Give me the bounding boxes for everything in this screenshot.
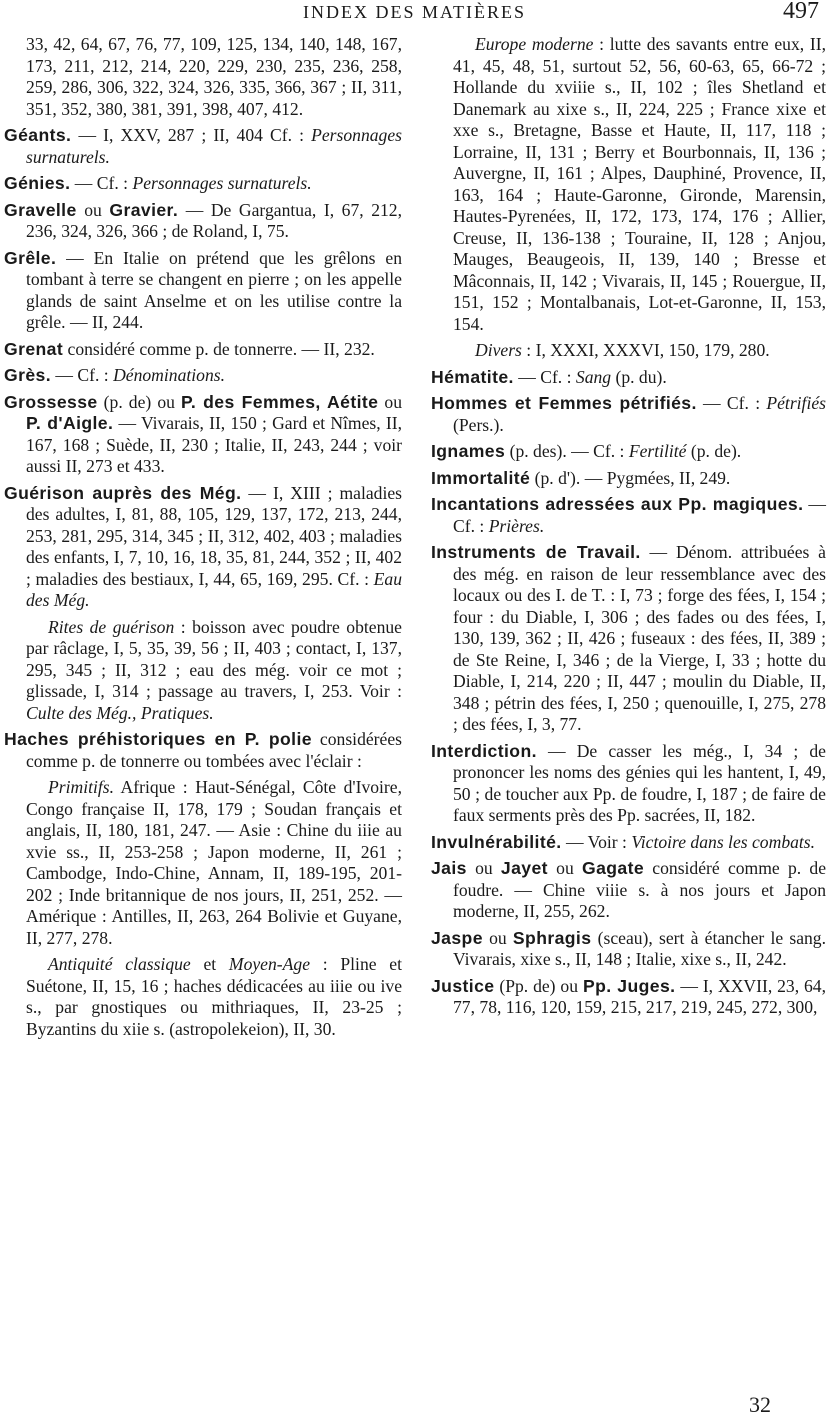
index-entry: Incantations adressées aux Pp. magiques. — Cf. : Prières. [431, 494, 826, 536]
index-entry: Jais ou Jayet ou Gagate considéré comme p. de foudre. — Chine viiie s. à nos jours et Japon moderne, II, 255, 262. [431, 858, 827, 921]
headword: Grenat [4, 338, 64, 359]
right-column [431, 34, 826, 1024]
page-number: 497 [783, 0, 819, 24]
index-entry: Jaspe ou Sphragis (sceau), sert à étancher le sang. Vivarais, xixe s., II, 148 ; Italie, xixe s., II, 242. [431, 927, 827, 969]
headword: Jaspe [431, 927, 483, 948]
index-entry: Grenat considéré comme p. de tonnerre. — II, 232. [4, 338, 375, 359]
index-entry: Génies. — Cf. : Personnages surnaturels. [4, 173, 312, 193]
headword: Grès. [4, 365, 51, 385]
index-entry: Grès. — Cf. : Dénominations. [4, 365, 225, 385]
headword: Instruments de Travail. [431, 542, 641, 562]
index-entry: Justice (Pp. de) ou Pp. Juges. — I, XXVII, 23, 64, 77, 78, 116, 120, 159, 215, 217, 219, 245, 272, 300, [431, 975, 826, 1017]
index-subentry: Europe moderne : lutte des savants entre eux, II, 41, 45, 48, 51, surtout 52, 56, 60-63, 65, 66-72 ; Hollande du xviiie s., II, 102 ; îles Shetland et Danemark au xixe s., II, 224, 225 ; France xixe et xxe s., Bretagne, Basse et Haute, II, 117, 118 ; Lorraine, II, 131 ; Berry et Bourbonnais, II, 136 ; Auvergne, II, 161 ; Alpes, Dauphiné, Provence, II, 163, 164 ; Haute-Garonne, Gironde, Marensin, Hautes-Pyrenées, II, 172, 173, 174, 176 ; Allier, Creuse, II, 136-138 ; Touraine, II, 128 ; Anjou, Mauges, Beaugeois, II, 139, 140 ; Bresse et Mâconnais, II, 142 ; Vivarais, II, 145 ; Rouergue, II, 151, 152 ; Montalbanais, Lot-et-Garonne, II, 153, 154. [453, 34, 826, 334]
headword: Géants. [4, 125, 72, 145]
headword: Interdiction. [431, 740, 537, 761]
index-entry: Haches préhistoriques en P. polie considérées comme p. de tonnerre ou tombées avec l'éclair : [4, 729, 402, 771]
headword: Invulnérabilité. [431, 831, 562, 852]
index-entry: Interdiction. — De casser les még., I, 34 ; de prononcer les noms des génies qui les hantent, I, 49, 50 ; de toucher aux Pp. de foudre, I, 187 ; de faire de faux serments près des Pp. sacrées, II, 182. [431, 740, 826, 825]
headword: Hématite. [431, 366, 514, 387]
index-entry: Hématite. — Cf. : Sang (p. du). [431, 366, 667, 387]
headword: Incantations adressées aux Pp. magiques. [431, 494, 804, 514]
headword: Ignames [431, 441, 506, 461]
headword: Immortalité [431, 467, 531, 488]
index-entry: Guérison auprès des Még. — I, XIII ; maladies des adultes, I, 81, 88, 105, 129, 137, 172, 213, 244, 253, 281, 295, 314, 345 ; II, 312, 402, 403 ; maladies des enfants, I, 7, 10, 16, 18, 35, 81, 244, 352 ; II, 402 ; maladies des bestiaux, I, 44, 65, 169, 295. Cf. : Eau des Még. [4, 482, 402, 610]
headword: Haches préhistoriques en P. polie [4, 729, 312, 749]
index-entry: Géants. — I, XXV, 287 ; II, 404 Cf. : Personnages surnaturels. [4, 125, 402, 167]
headword: Génies. [4, 173, 71, 193]
index-subentry: Antiquité classique et Moyen-Age : Pline et Suétone, II, 15, 16 ; haches dédicacées au iiie ou ive s., par gnostiques ou mithriaques, II, 23-25 ; Byzantins du xiie s. (astropolekeion), II, 30. [26, 954, 403, 1039]
headword: Jais [431, 858, 467, 878]
index-entry: Grêle. — En Italie on prétend que les grêlons en tombant à terre se changent en pierre ; on les appelle glands de saint Anselme et on les utilise contre la grêle. — II, 244. [4, 247, 402, 332]
index-subentry: Divers : I, XXXI, XXXVI, 150, 179, 280. [475, 340, 770, 360]
headword: Grêle. [4, 247, 57, 268]
index-entry: Invulnérabilité. — Voir : Victoire dans les combats. [431, 831, 816, 852]
index-entry: Immortalité (p. d'). — Pygmées, II, 249. [431, 467, 731, 488]
headword: Hommes et Femmes pétrifiés. [431, 393, 697, 413]
index-subentry: Primitifs. Afrique : Haut-Sénégal, Côte d'Ivoire, Congo française II, 178, 179 ; Soudan français et anglais, II, 180, 181, 247. — Asie : Chine du iiie au xvie ss., II, 253-258 ; Japon moderne, II, 261 ; Cambodge, Indo-Chine, Annam, II, 189-195, 201-202 ; Inde britannique de nos jours, II, 251, 252. — Amérique : Antilles, II, 263, 264 Bolivie et Guyane, II, 277, 278. [26, 777, 402, 948]
signature-mark: 32 [749, 1392, 771, 1417]
running-header: INDEX DES MATIÈRES [303, 2, 526, 22]
headword: Justice [431, 975, 495, 996]
headword: Guérison auprès des Még. [4, 482, 242, 503]
left-column [4, 34, 402, 1045]
index-entry: Hommes et Femmes pétrifiés. — Cf. : Pétrifiés (Pers.). [431, 393, 826, 435]
headword: Grossesse [4, 391, 98, 412]
index-entry: Instruments de Travail. — Dénom. attribuées à des még. en raison de leur ressemblance avec des locaux ou des I. de T. : I, 73 ; forge des fées, I, 154 ; four : du Diable, I, 306 ; des fades ou des fées, I, 130, 139, 362 ; II, 426 ; fuseaux : des fées, II, 389 ; de Ste Reine, I, 346 ; de la Vierge, I, 33 ; hotte du Diable, I, 214, 220 ; II, 447 ; moulin du Diable, II, 348 ; pétrin des fées, I, 250 ; quenouille, I, 275, 278 ; des fées, I, 3, 77. [431, 542, 826, 734]
index-subentry: Rites de guérison : boisson avec poudre obtenue par râclage, I, 5, 35, 39, 56 ; II, 403 ; contact, I, 137, 295, 345 ; II, 312 ; eau des még. voir ce mot ; glissade, I, 314 ; passage au travers, I, 253. Voir : Culte des Még., Pratiques. [26, 616, 402, 723]
index-entry: 33, 42, 64, 67, 76, 77, 109, 125, 134, 140, 148, 167, 173, 211, 212, 214, 220, 229, 230, 235, 236, 258, 259, 286, 306, 322, 324, 326, 335, 366, 367 ; II, 311, 351, 352, 380, 381, 391, 398, 407, 412. [26, 34, 402, 119]
index-entry: Ignames (p. des). — Cf. : Fertilité (p. de). [431, 441, 742, 461]
index-entry: Gravelle ou Gravier. — De Gargantua, I, 67, 212, 236, 324, 326, 366 ; de Roland, I, 75. [4, 199, 402, 241]
index-entry: Grossesse (p. de) ou P. des Femmes, Aétite ou P. d'Aigle. — Vivarais, II, 150 ; Gard et Nîmes, II, 167, 168 ; Suède, II, 230 ; Italie, II, 243, 244 ; voir aussi II, 273 et 433. [4, 391, 402, 476]
headword: Gravelle [4, 199, 77, 220]
